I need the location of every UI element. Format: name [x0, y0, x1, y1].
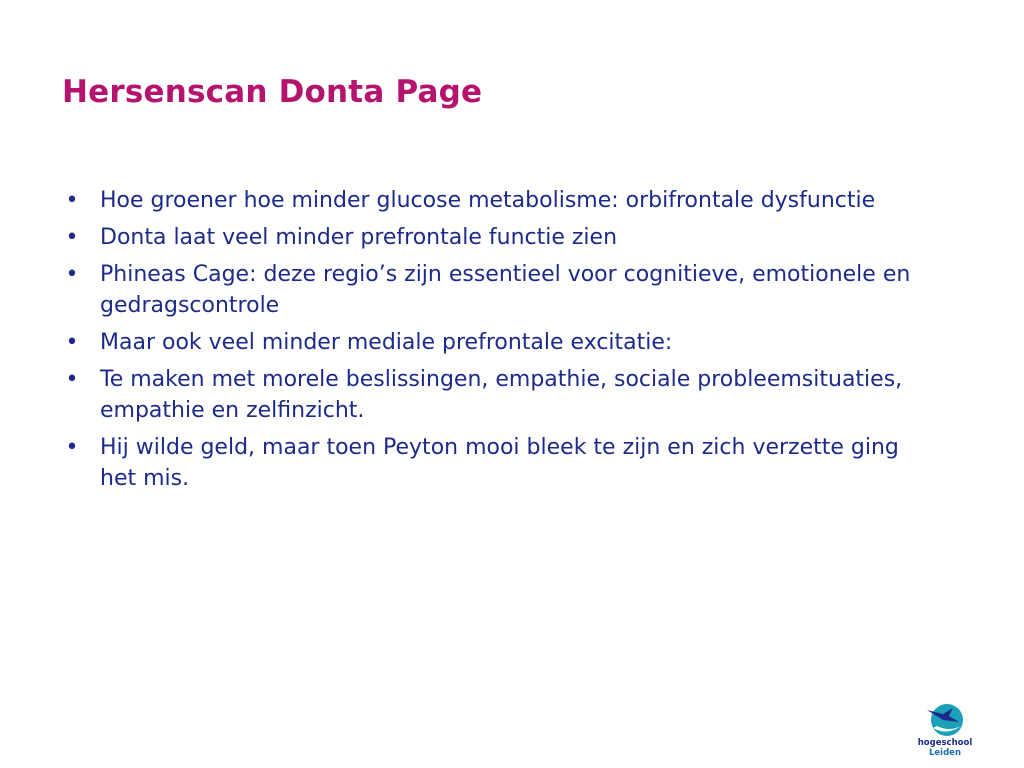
- bullet-dot: •: [65, 262, 79, 287]
- bullet-text: Donta laat veel minder prefrontale functie zien: [100, 225, 618, 250]
- bullet-text: Hoe groener hoe minder glucose metabolisme: orbifrontale dysfunctie: [100, 188, 876, 213]
- bullet-item: [62, 364, 922, 426]
- bullet-list: [62, 185, 922, 500]
- bullet-item: [62, 185, 922, 216]
- slide-title: Hersenscan Donta Page: [62, 74, 483, 110]
- bullet-item: [62, 327, 922, 358]
- bird-logo-icon: [925, 702, 965, 738]
- bullet-item: [62, 432, 922, 494]
- logo-line-hogeschool: hogeschool: [917, 738, 973, 748]
- hogeschool-leiden-logo: [914, 702, 976, 764]
- bullet-dot: •: [65, 367, 79, 392]
- bullet-dot: •: [65, 225, 79, 250]
- bullet-text: Te maken met morele beslissingen, empathie, sociale probleemsituaties, empathie en zelfinzicht.: [100, 367, 903, 423]
- bullet-item: [62, 259, 922, 321]
- bullet-text: Maar ook veel minder mediale prefrontale excitatie:: [100, 330, 673, 355]
- logo-line-leiden: Leiden: [929, 748, 961, 758]
- bullet-text: Hij wilde geld, maar toen Peyton mooi bleek te zijn en zich verzette ging het mis.: [100, 435, 899, 491]
- logo-wordmark: [914, 738, 976, 758]
- bullet-dot: •: [65, 330, 79, 355]
- bullet-text: Phineas Cage: deze regio’s zijn essentieel voor cognitieve, emotionele en gedragscontrole: [100, 262, 911, 318]
- bullet-dot: •: [65, 188, 79, 213]
- bullet-dot: •: [65, 435, 79, 460]
- bullet-item: [62, 222, 922, 253]
